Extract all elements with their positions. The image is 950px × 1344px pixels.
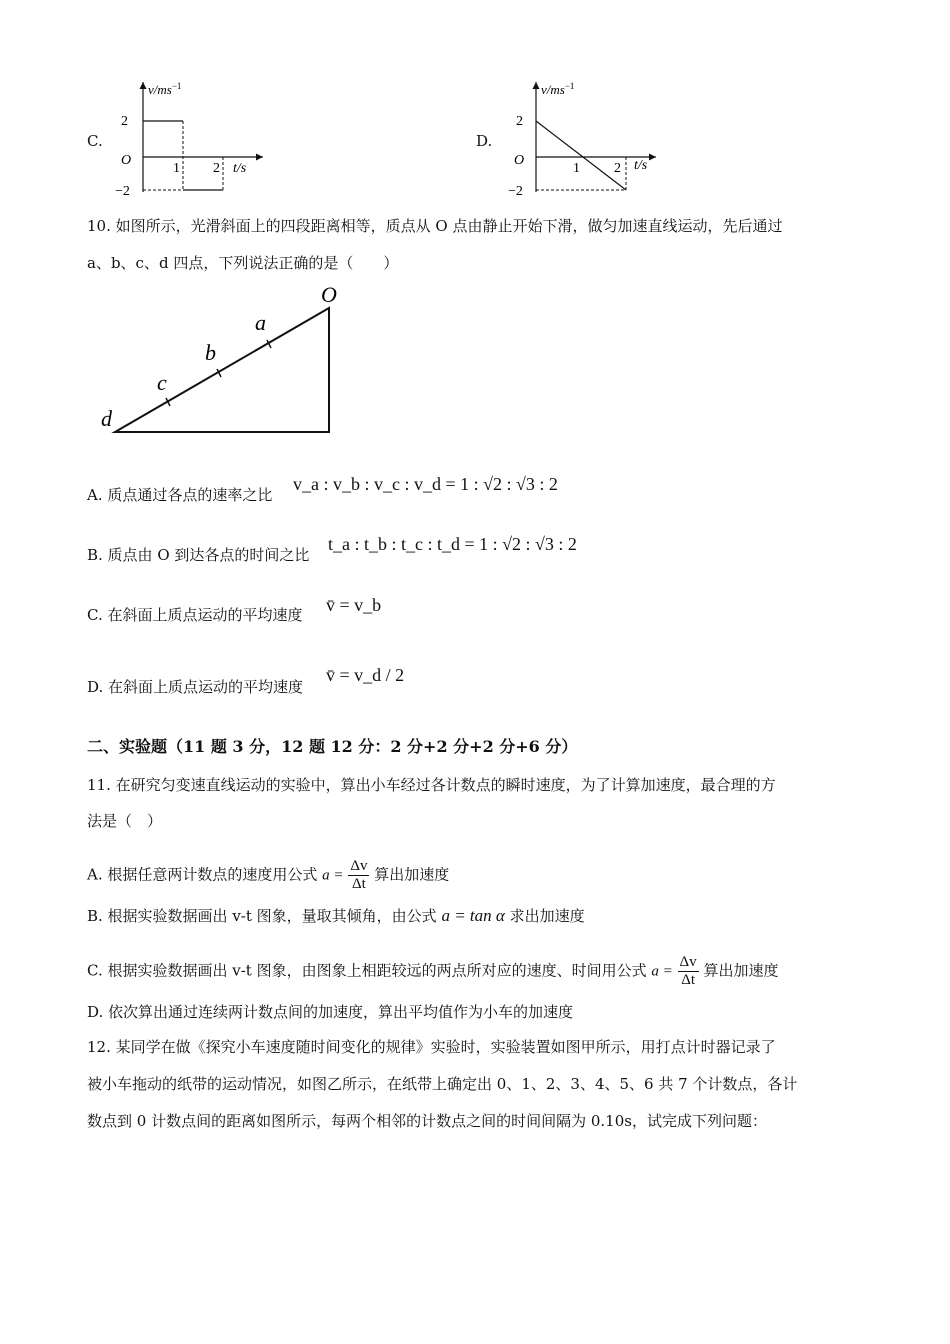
q10-option-d-formula: v̄ = v_d / 2 bbox=[326, 665, 405, 685]
tick-y-minus2: −2 bbox=[115, 184, 130, 199]
q11-option-a-fraction bbox=[348, 858, 369, 893]
tick-x-2: 2 bbox=[614, 161, 621, 176]
q10-option-b[interactable] bbox=[87, 545, 309, 565]
tick-y-minus2: −2 bbox=[508, 184, 523, 199]
q10-option-d[interactable] bbox=[87, 677, 303, 697]
origin-label: O bbox=[514, 153, 525, 168]
point-a-label: a bbox=[255, 310, 266, 335]
q10-option-a[interactable] bbox=[87, 485, 272, 505]
q11-option-a-formula-lhs: a = bbox=[322, 867, 344, 884]
fraction-numerator: Δv bbox=[350, 858, 368, 874]
q11-option-c[interactable] bbox=[87, 954, 778, 989]
point-o-label: O bbox=[321, 282, 337, 307]
q12-line2: 被小车拖动的纸带的运动情况，如图乙所示，在纸带上确定出 0、1、2、3、4、5、6 共 7 个计数点，各计 bbox=[87, 1075, 798, 1093]
tick-y-2: 2 bbox=[121, 114, 128, 129]
q11-option-d-text: D. 依次算出通过连续两计数点间的加速度，算出平均值作为小车的加速度 bbox=[87, 1003, 574, 1021]
q10-option-b-text: B. 质点由 O 到达各点的时间之比 bbox=[87, 546, 310, 564]
q11-option-b[interactable] bbox=[87, 906, 585, 926]
y-axis-label: $v/ms^{-1}$ bbox=[148, 81, 182, 97]
q10-stem-line2: a、b、c、d 四点，下列说法正确的是（ ） bbox=[87, 254, 399, 272]
tick-x-1: 1 bbox=[573, 161, 580, 176]
y-axis-label: $v/ms^{-1}$ bbox=[541, 81, 575, 97]
tick-y-2: 2 bbox=[516, 114, 523, 129]
q11-option-c-tail: 算出加速度 bbox=[703, 961, 779, 980]
q9-option-c-graph bbox=[105, 72, 275, 202]
fraction-denominator: Δt bbox=[351, 876, 366, 892]
tick-x-1: 1 bbox=[173, 161, 180, 176]
q10-option-c-formula: v̄ = v_b bbox=[326, 595, 382, 615]
point-b-label: b bbox=[205, 340, 216, 365]
q10-option-a-formula: v_a : v_b : v_c : v_d = 1 : √2 : √3 : 2 bbox=[293, 474, 558, 494]
q11-option-c-fraction bbox=[678, 954, 699, 989]
q9-option-d-graph bbox=[498, 72, 668, 202]
section2-heading: 二、实验题（11 题 3 分，12 题 12 分：2 分+2 分+2 分+6 分） bbox=[87, 737, 578, 756]
x-axis-label: t/s bbox=[233, 161, 247, 176]
q11-option-a-text: A. 根据任意两计数点的速度用公式 bbox=[87, 865, 318, 884]
q11-option-b-text: B. 根据实验数据画出 v-t 图象，量取其倾角，由公式 bbox=[87, 907, 437, 925]
q11-stem-line2: 法是（ ） bbox=[87, 812, 163, 830]
q10-option-a-text: A. 质点通过各点的速率之比 bbox=[87, 486, 273, 504]
fraction-numerator: Δv bbox=[679, 954, 697, 970]
q12-line3: 数点到 0 计数点间的距离如图所示，每两个相邻的计数点之间的时间间隔为 0.10s，试完成下列问题： bbox=[87, 1112, 767, 1130]
q10-option-b-formula: t_a : t_b : t_c : t_d = 1 : √2 : √3 : 2 bbox=[328, 534, 577, 554]
q10-option-d-text: D. 在斜面上质点运动的平均速度 bbox=[87, 678, 304, 696]
q10-option-c[interactable] bbox=[87, 605, 302, 625]
q11-option-a-tail: 算出加速度 bbox=[374, 865, 450, 884]
q11-option-a[interactable] bbox=[87, 858, 449, 893]
x-axis-label: t/s bbox=[634, 158, 648, 173]
q11-option-b-formula: a = tan α bbox=[441, 906, 505, 925]
q9-option-c-label: C. bbox=[87, 132, 103, 150]
origin-label: O bbox=[121, 153, 132, 168]
q11-stem-line1: 11. 在研究匀变速直线运动的实验中，算出小车经过各计数点的瞬时速度，为了计算加速度，最合理的方 bbox=[87, 776, 776, 794]
q10-stem-line1: 10. 如图所示，光滑斜面上的四段距离相等，质点从 O 点由静止开始下滑，做匀加速直线运动，先后通过 bbox=[87, 217, 783, 235]
q11-option-d[interactable] bbox=[87, 1002, 573, 1022]
incline-figure bbox=[95, 280, 355, 440]
q11-option-c-text: C. 根据实验数据画出 v-t 图象，由图象上相距较远的两点所对应的速度、时间用公式 bbox=[87, 961, 647, 980]
q9-option-d-label: D. bbox=[476, 132, 493, 150]
point-d-label: d bbox=[101, 406, 112, 431]
incline-triangle bbox=[115, 308, 329, 432]
fraction-denominator: Δt bbox=[681, 972, 696, 988]
q11-option-b-tail: 求出加速度 bbox=[509, 907, 585, 925]
q10-option-c-text: C. 在斜面上质点运动的平均速度 bbox=[87, 606, 303, 624]
velocity-line bbox=[536, 121, 626, 190]
q12-line1: 12. 某同学在做《探究小车速度随时间变化的规律》实验时，实验装置如图甲所示，用打点计时器记录了 bbox=[87, 1038, 776, 1056]
tick-x-2: 2 bbox=[213, 161, 220, 176]
q11-option-c-formula-lhs: a = bbox=[651, 963, 673, 980]
point-c-label: c bbox=[157, 370, 167, 395]
